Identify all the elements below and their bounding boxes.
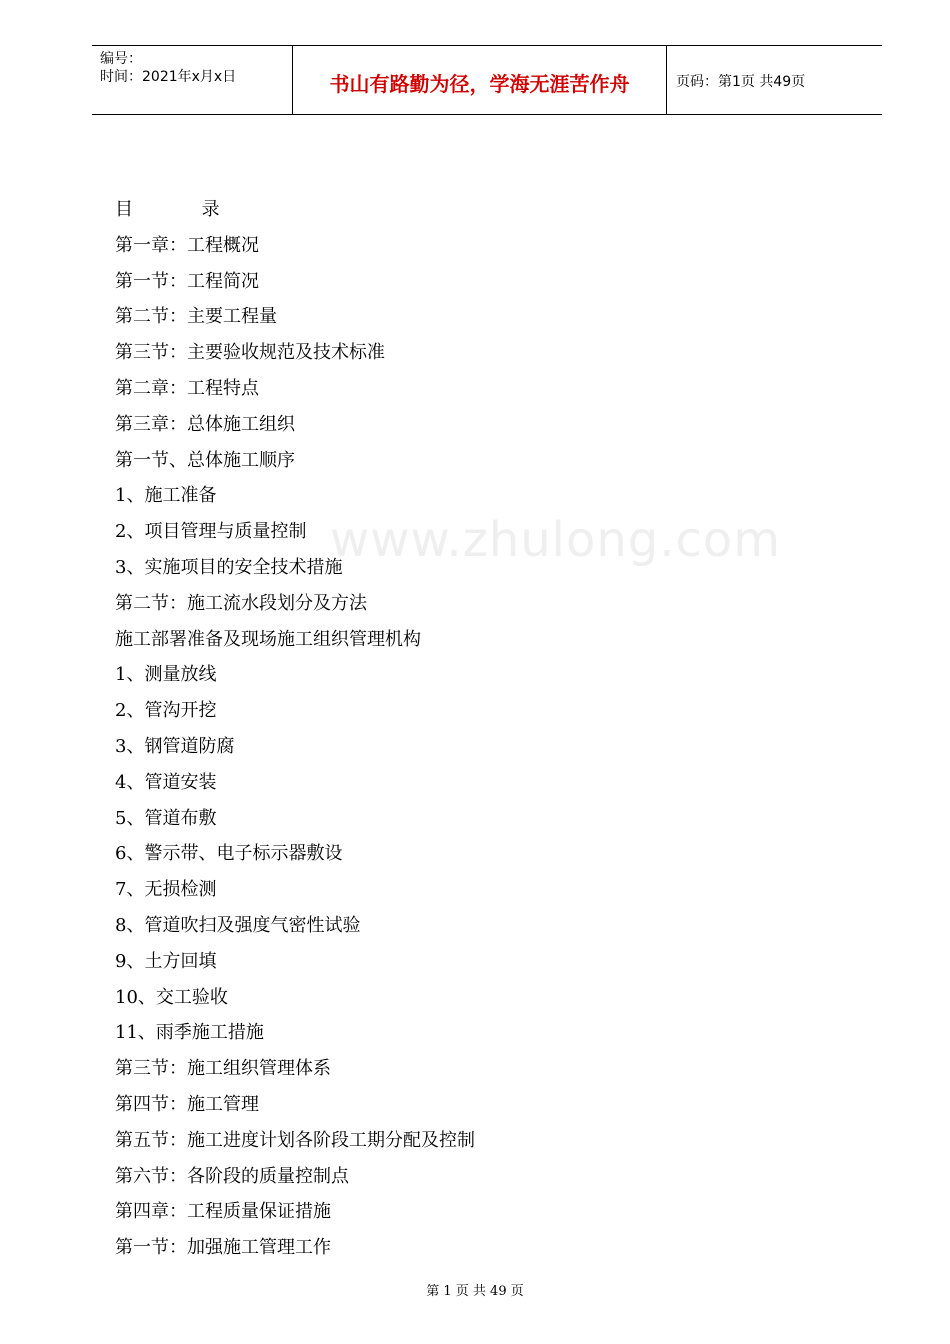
toc-item: 3、钢管道防腐: [115, 735, 235, 757]
toc-item: 8、管道吹扫及强度气密性试验: [115, 914, 361, 936]
toc-item: 第一节：加强施工管理工作: [115, 1237, 331, 1259]
toc-item: 第五节：施工进度计划各阶段工期分配及控制: [115, 1129, 475, 1151]
toc-item: 3、实施项目的安全技术措施: [115, 556, 343, 578]
toc-item: 第四章：工程质量保证措施: [115, 1201, 331, 1223]
toc-item: 第二节：主要工程量: [115, 306, 277, 328]
toc-item: 9、土方回填: [115, 950, 217, 972]
table-of-contents: [115, 195, 815, 1269]
toc-item: 第二节：施工流水段划分及方法: [115, 592, 367, 614]
toc-item: 4、管道安装: [115, 771, 217, 793]
toc-item: 第二章：工程特点: [115, 377, 259, 399]
header-page-cell: [666, 46, 882, 114]
toc-item: 1、施工准备: [115, 485, 217, 507]
toc-item: 7、无损检测: [115, 879, 217, 901]
toc-item: 第三章：总体施工组织: [115, 413, 295, 435]
document-header: [92, 45, 882, 115]
toc-item: 10、交工验收: [115, 986, 228, 1008]
toc-item: 第一章：工程概况: [115, 234, 259, 256]
toc-item: 2、项目管理与质量控制: [115, 521, 307, 543]
toc-item: 2、管沟开挖: [115, 700, 217, 722]
toc-item: 11、雨季施工措施: [115, 1022, 264, 1044]
document-code-label: 编号：: [100, 51, 142, 67]
toc-item: 第一节：工程简况: [115, 270, 259, 292]
toc-item: 5、管道布敷: [115, 807, 217, 829]
toc-item: 6、警示带、电子标示器敷设: [115, 843, 343, 865]
toc-title: 目 录: [115, 199, 220, 220]
toc-item: 第一节、总体施工顺序: [115, 449, 295, 471]
header-page-number: 页码：第1页 共49页: [676, 74, 806, 90]
header-motto: 书山有路勤为径，学海无涯苦作舟: [329, 72, 630, 96]
document-time-label: 时间：2021年x月x日: [100, 69, 237, 85]
toc-item: 第三节：施工组织管理体系: [115, 1058, 331, 1080]
toc-item: 第三节：主要验收规范及技术标准: [115, 342, 385, 364]
header-motto-cell: [292, 46, 667, 114]
toc-item: 1、测量放线: [115, 664, 217, 686]
watermark: www.zhulong.com: [330, 512, 782, 568]
toc-item: 施工部署准备及现场施工组织管理机构: [115, 628, 421, 650]
toc-item: 第四节：施工管理: [115, 1093, 259, 1115]
header-info-cell: [92, 46, 292, 114]
page-footer: 第 1 页 共 49 页: [426, 1284, 524, 1299]
toc-item: 第六节：各阶段的质量控制点: [115, 1165, 349, 1187]
